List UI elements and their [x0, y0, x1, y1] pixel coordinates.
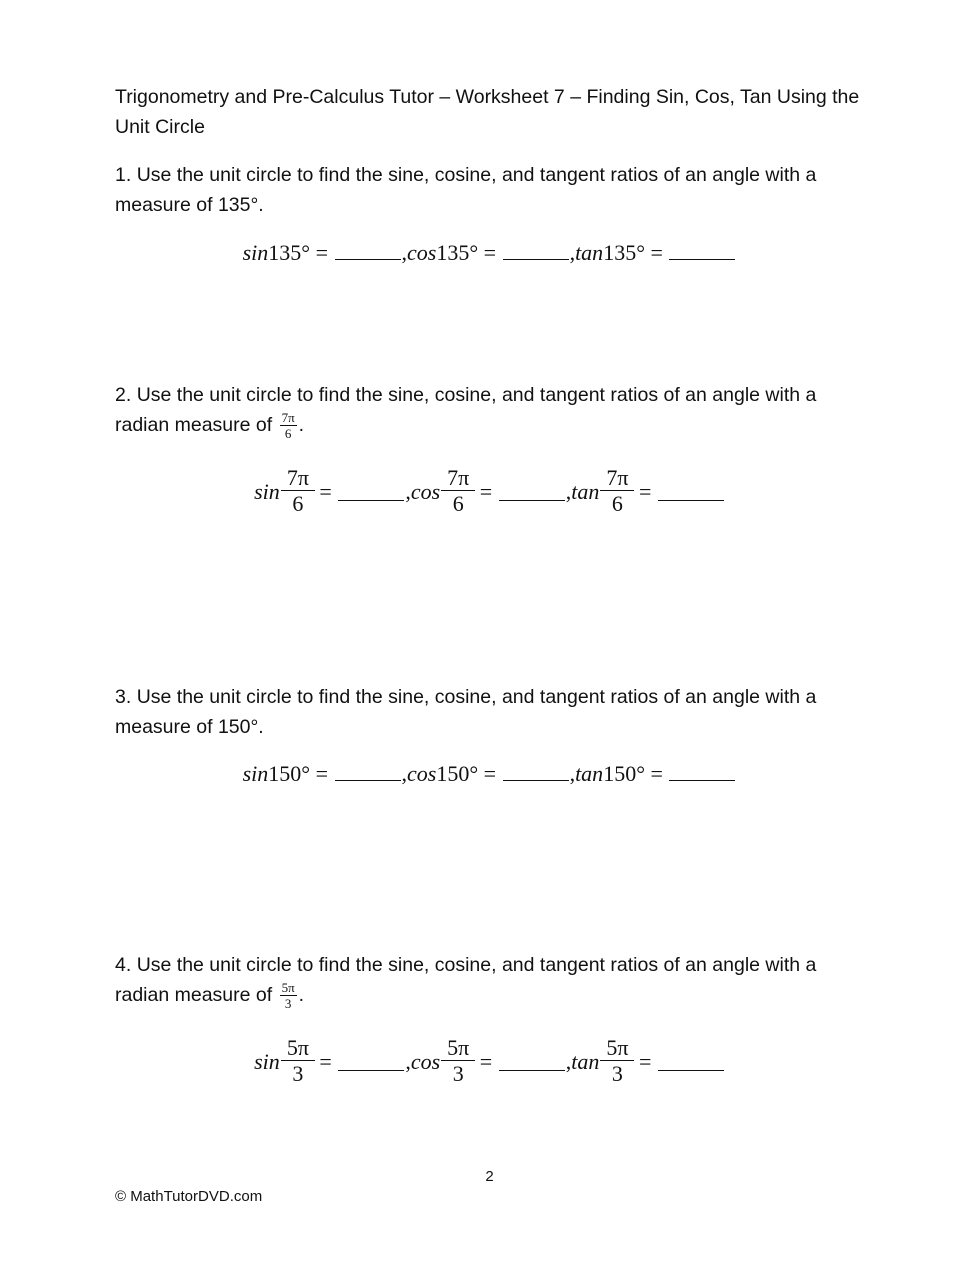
answer-blank-sin[interactable] — [335, 241, 401, 260]
equals-sign: = — [483, 240, 497, 265]
equals-sign: = — [479, 478, 493, 504]
equals-sign: = — [650, 761, 663, 786]
problem-3 — [115, 682, 875, 742]
tan-label: tan — [575, 240, 604, 265]
answer-blank-cos[interactable] — [499, 482, 565, 501]
page-title: Trigonometry and Pre-Calculus Tutor – Worksheet 7 – Finding Sin, Cos, Tan Using the Unit Circle — [115, 86, 860, 138]
comma: , — [565, 1048, 572, 1074]
tan-label: tan — [571, 478, 600, 504]
period: . — [298, 984, 305, 1006]
answer-line-3 — [0, 761, 979, 787]
comma: , — [401, 761, 407, 786]
problem-1 — [115, 160, 875, 220]
cos-label: cos — [407, 761, 437, 786]
answer-line-2 — [0, 466, 979, 517]
problem-text: Use the unit circle to find the sine, cosine, and tangent ratios of an angle with a radian measure of — [115, 384, 817, 436]
tan-label: tan — [575, 761, 604, 786]
problem-number: 4. — [115, 954, 132, 976]
angle-fraction: $\frac{5\pi}{3}$ — [444, 1036, 472, 1087]
inline-fraction: $\frac{5\pi}{3}$ — [281, 980, 295, 1012]
cos-label: cos — [410, 478, 441, 504]
problem-number: 1. — [115, 164, 132, 186]
answer-blank-tan[interactable] — [658, 1052, 724, 1071]
comma: , — [569, 240, 576, 265]
answer-blank-cos[interactable] — [503, 241, 569, 260]
period: . — [298, 414, 305, 436]
comma: , — [569, 761, 576, 786]
equals-sign: = — [638, 478, 652, 504]
equals-sign: = — [315, 761, 328, 786]
angle-fraction: $\frac{5\pi}{3}$ — [284, 1036, 312, 1087]
answer-blank-tan[interactable] — [669, 241, 735, 260]
sin-label: sin — [242, 240, 269, 265]
equals-sign: = — [483, 761, 497, 786]
equals-sign: = — [650, 240, 663, 265]
problem-number: 2. — [115, 384, 132, 406]
copyright-footer: © MathTutorDVD.com — [115, 1188, 263, 1205]
problem-2 — [115, 380, 875, 441]
equals-sign: = — [315, 240, 328, 265]
comma: , — [401, 240, 407, 265]
angle-value: 135° — [603, 240, 645, 265]
page-number: 2 — [485, 1168, 494, 1185]
angle-fraction: $\frac{7\pi}{6}$ — [603, 466, 631, 517]
sin-label: sin — [254, 1048, 280, 1074]
equals-sign: = — [479, 1048, 493, 1074]
answer-blank-cos[interactable] — [503, 762, 569, 781]
angle-fraction: $\frac{7\pi}{6}$ — [444, 466, 472, 517]
answer-blank-sin[interactable] — [338, 1052, 404, 1071]
angle-value: 150° — [268, 761, 311, 786]
inline-fraction: $\frac{7\pi}{6}$ — [281, 410, 295, 442]
answer-line-4 — [0, 1036, 979, 1087]
answer-blank-cos[interactable] — [499, 1052, 565, 1071]
comma: , — [405, 1048, 411, 1074]
tan-label: tan — [571, 1048, 600, 1074]
comma: , — [565, 478, 572, 504]
answer-blank-sin[interactable] — [335, 762, 401, 781]
equals-sign: = — [319, 1048, 332, 1074]
angle-value: 135° — [268, 240, 311, 265]
equals-sign: = — [319, 478, 332, 504]
problem-number: 3. — [115, 686, 132, 708]
problem-text: Use the unit circle to find the sine, cosine, and tangent ratios of an angle with a radian measure of — [115, 954, 817, 1006]
angle-fraction: $\frac{5\pi}{3}$ — [603, 1036, 631, 1087]
angle-fraction: $\frac{7\pi}{6}$ — [284, 466, 312, 517]
sin-label: sin — [242, 761, 269, 786]
sin-label: sin — [254, 478, 280, 504]
comma: , — [405, 478, 411, 504]
answer-blank-tan[interactable] — [658, 482, 724, 501]
angle-value: 150° — [603, 761, 645, 786]
problem-4 — [115, 950, 875, 1011]
answer-blank-tan[interactable] — [669, 762, 735, 781]
problem-text: Use the unit circle to find the sine, cosine, and tangent ratios of an angle with a measure of 150°. — [115, 686, 817, 738]
problem-text: Use the unit circle to find the sine, cosine, and tangent ratios of an angle with a measure of 135°. — [115, 164, 817, 216]
angle-value: 135° — [436, 240, 479, 265]
answer-line-1 — [0, 240, 979, 266]
answer-blank-sin[interactable] — [338, 482, 404, 501]
equals-sign: = — [638, 1048, 652, 1074]
cos-label: cos — [407, 240, 437, 265]
angle-value: 150° — [436, 761, 479, 786]
cos-label: cos — [410, 1048, 441, 1074]
